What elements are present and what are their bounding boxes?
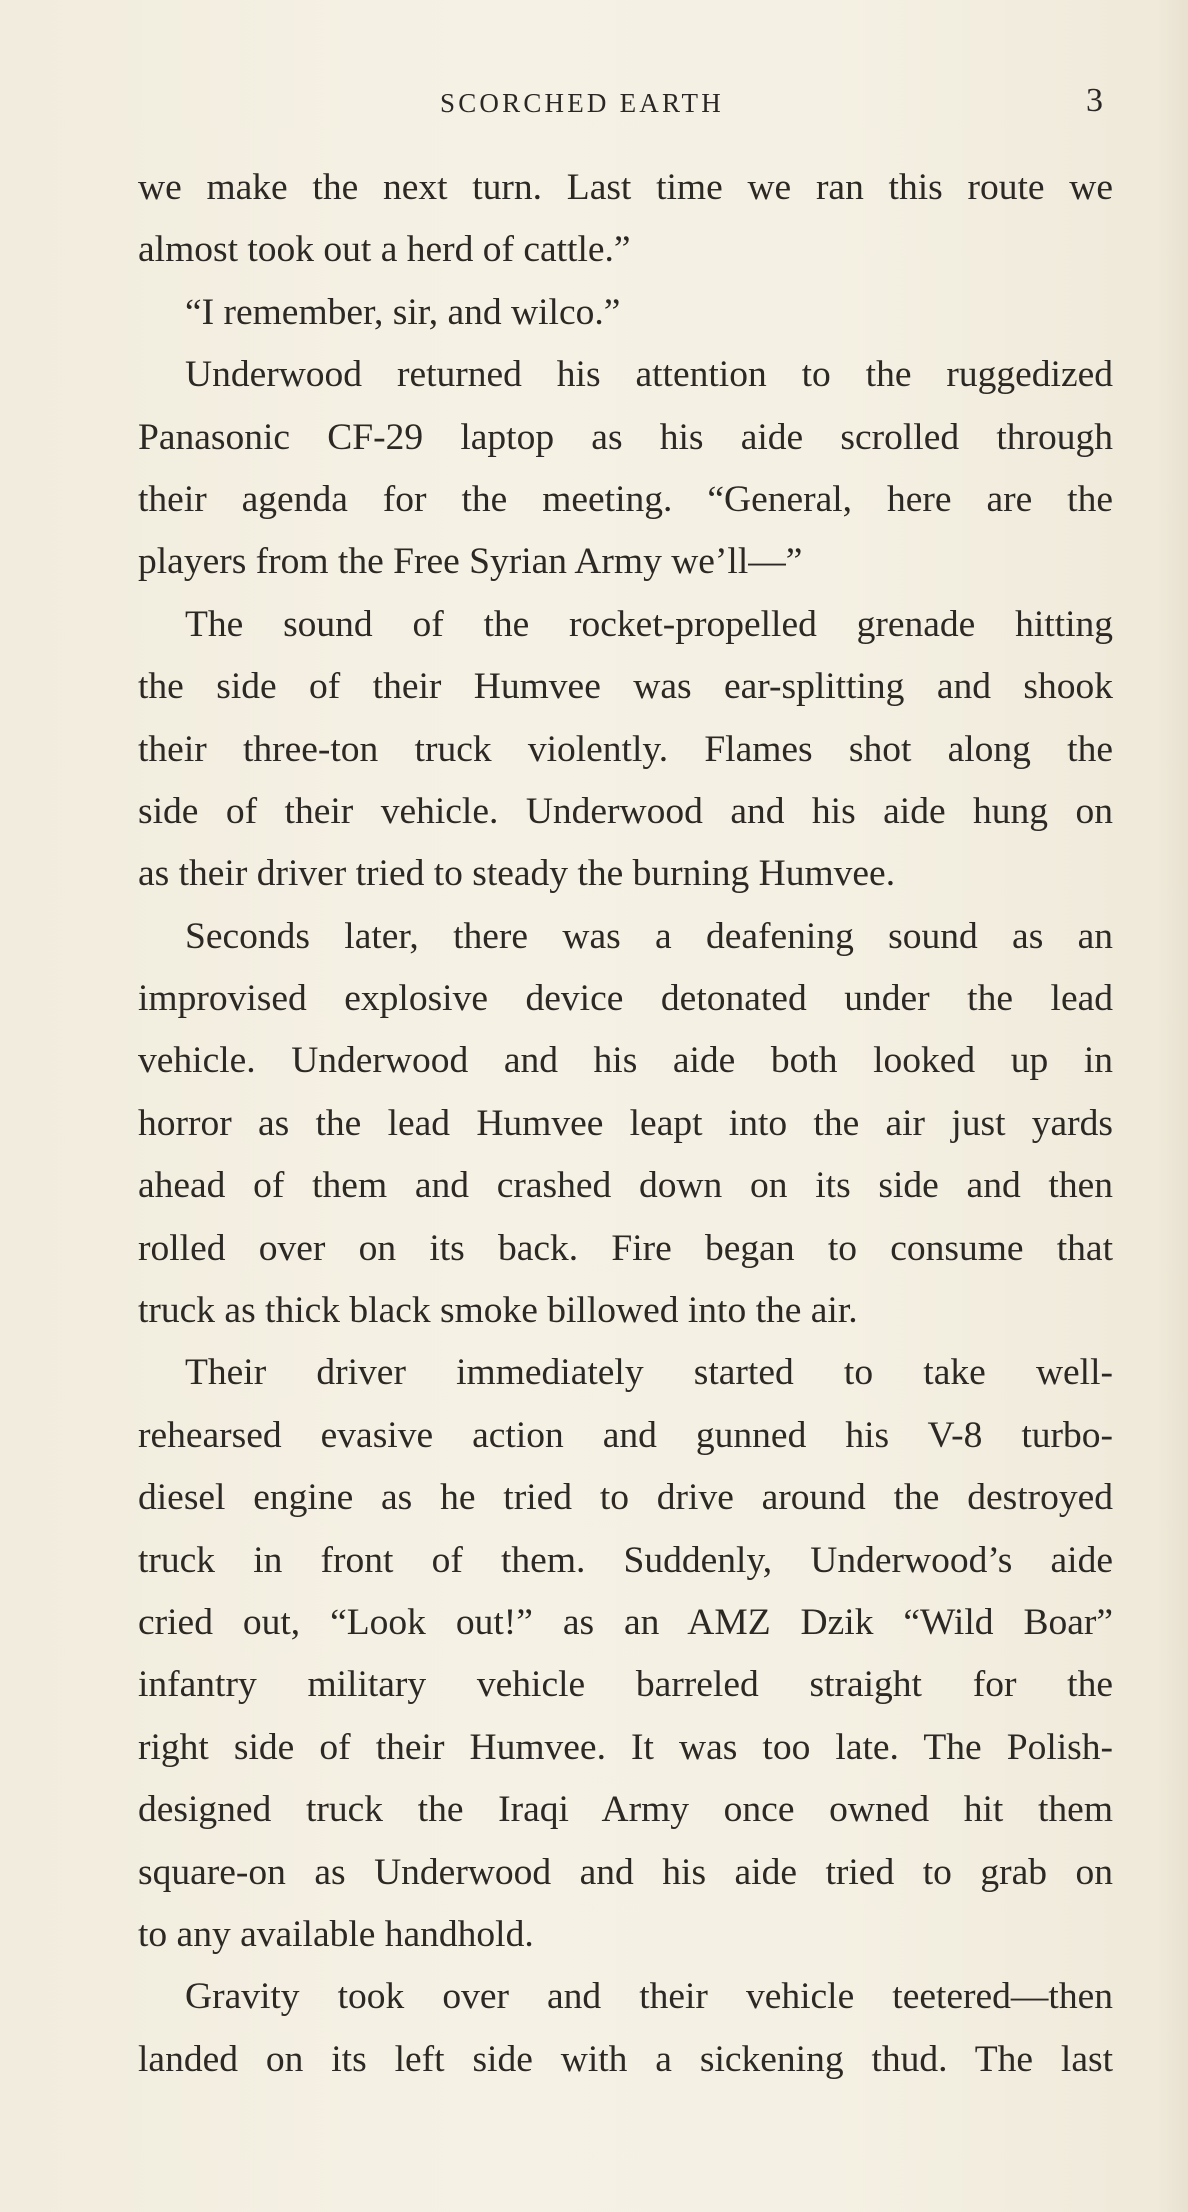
text-line: their agenda for the meeting. “General, here are the (138, 478, 1113, 520)
text-line: truck in front of them. Suddenly, Underwood’s aide (138, 1539, 1113, 1581)
text-line: we make the next turn. Last time we ran this route we (138, 167, 1113, 208)
text-line: right side of their Humvee. It was too late. The Polish- (138, 1726, 1113, 1768)
text-line: to any available handhold. (138, 1913, 534, 1955)
text-line: The sound of the rocket-propelled grenade hitting (185, 603, 1113, 645)
page-edge-shade (1158, 0, 1188, 2212)
running-title: SCORCHED EARTH (440, 88, 724, 118)
text-line: side of their vehicle. Underwood and his aide hung on (138, 790, 1113, 832)
text-line: designed truck the Iraqi Army once owned hit them (138, 1789, 1113, 1831)
text-line: their three-ton truck violently. Flames shot along the (138, 728, 1113, 770)
text-line: diesel engine as he tried to drive around the destroyed (138, 1477, 1113, 1519)
text-line: “I remember, sir, and wilco.” (185, 291, 621, 333)
text-line: almost took out a herd of cattle.” (138, 229, 631, 271)
text-line: the side of their Humvee was ear-splitting and shook (138, 666, 1113, 708)
text-line: rolled over on its back. Fire began to consume that (138, 1227, 1113, 1269)
text-line: truck as thick black smoke billowed into the air. (138, 1290, 858, 1332)
text-line: as their driver tried to steady the burning Humvee. (138, 853, 896, 895)
text-line: horror as the lead Humvee leapt into the air just yards (138, 1102, 1113, 1144)
text-line: square-on as Underwood and his aide tried to grab on (138, 1851, 1113, 1893)
text-line: Seconds later, there was a deafening sound as an (185, 915, 1113, 957)
text-line: ahead of them and crashed down on its side and then (138, 1165, 1113, 1207)
text-line: landed on its left side with a sickening thud. The last (138, 2038, 1113, 2080)
body-text (138, 157, 1113, 2091)
text-line: rehearsed evasive action and gunned his V-8 turbo- (138, 1414, 1113, 1456)
text-line: infantry military vehicle barreled straight for the (138, 1664, 1113, 1706)
text-line: Panasonic CF-29 laptop as his aide scrolled through (138, 416, 1113, 458)
text-line: Gravity took over and their vehicle teetered—then (185, 1976, 1113, 2018)
text-line: Their driver immediately started to take well- (185, 1352, 1113, 1394)
text-line: cried out, “Look out!” as an AMZ Dzik “Wild Boar” (138, 1601, 1113, 1643)
text-line: players from the Free Syrian Army we’ll—” (138, 541, 803, 583)
text-line: vehicle. Underwood and his aide both looked up in (138, 1040, 1113, 1082)
running-head (0, 82, 1188, 122)
text-line: Underwood returned his attention to the ruggedized (185, 354, 1113, 396)
text-line: improvised explosive device detonated under the lead (138, 978, 1113, 1020)
page-number: 3 (1086, 82, 1103, 119)
